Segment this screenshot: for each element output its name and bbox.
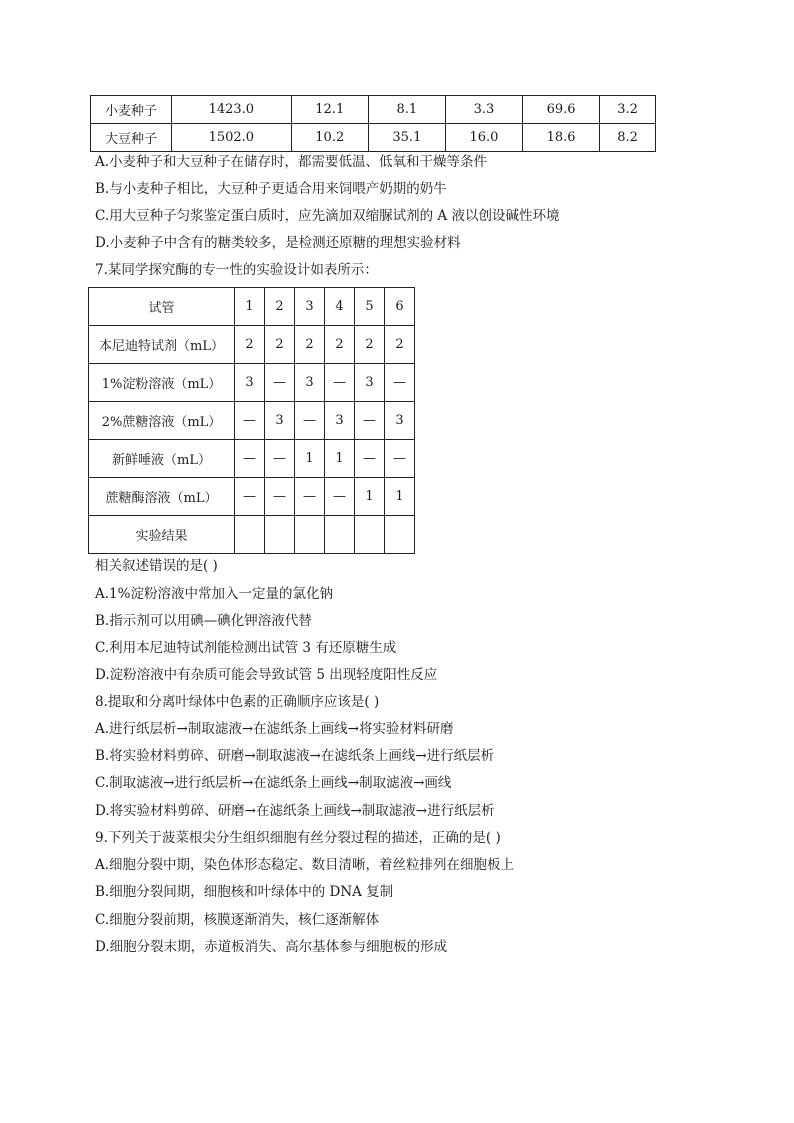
- q9-option-d: D.细胞分裂末期，赤道板消失、高尔基体参与细胞板的形成: [95, 939, 448, 955]
- table-cell: 1423.0: [172, 96, 292, 124]
- table-cell: 3: [235, 364, 265, 402]
- table-cell: —: [265, 364, 295, 402]
- row-label-cell: 蔗糖酶溶液（mL）: [89, 478, 235, 516]
- header-label-cell: 试管: [89, 288, 235, 326]
- q9-stem: 9.下列关于菠菜根尖分生组织细胞有丝分裂过程的描述，正确的是( ): [95, 830, 501, 846]
- seed-name-cell: 大豆种子: [91, 124, 172, 152]
- table-cell: 3: [265, 402, 295, 440]
- table-cell: [385, 516, 415, 554]
- q7-question: 相关叙述错误的是( ): [95, 558, 218, 574]
- tube-number-cell: 5: [355, 288, 385, 326]
- table-cell: 3.3: [445, 96, 522, 124]
- seed-name-cell: 小麦种子: [91, 96, 172, 124]
- q8-stem: 8.提取和分离叶绿体中色素的正确顺序应该是( ): [95, 694, 380, 710]
- q7-option-b: B.指示剂可以用碘—碘化钾溶液代替: [95, 613, 312, 629]
- table-row: [89, 478, 415, 516]
- table-cell: 16.0: [445, 124, 522, 152]
- table-row: [89, 326, 415, 364]
- table-cell: 1: [325, 440, 355, 478]
- table-cell: 2: [295, 326, 325, 364]
- table-cell: 3: [295, 364, 325, 402]
- table-cell: 1: [385, 478, 415, 516]
- q7-option-d: D.淀粉溶液中有杂质可能会导致试管 5 出现轻度阳性反应: [95, 667, 438, 683]
- row-label-cell: 实验结果: [89, 516, 235, 554]
- q6-option-a: A.小麦种子和大豆种子在储存时，都需要低温、低氧和干燥等条件: [95, 154, 488, 170]
- table-cell: 2: [325, 326, 355, 364]
- table-cell: —: [265, 440, 295, 478]
- table-cell: 3.2: [600, 96, 656, 124]
- row-label-cell: 本尼迪特试剂（mL）: [89, 326, 235, 364]
- row-label-cell: 新鲜唾液（mL）: [89, 440, 235, 478]
- table-cell: —: [265, 478, 295, 516]
- table-cell: 2: [385, 326, 415, 364]
- table-cell: 8.1: [368, 96, 445, 124]
- table-cell: 1: [355, 478, 385, 516]
- table-cell: —: [385, 440, 415, 478]
- q6-option-b: B.与小麦种子相比，大豆种子更适合用来饲喂产奶期的奶牛: [95, 181, 447, 197]
- table-cell: —: [295, 402, 325, 440]
- table-row: [91, 96, 656, 124]
- table-cell: 2: [235, 326, 265, 364]
- row-label-cell: 1%淀粉溶液（mL）: [89, 364, 235, 402]
- table-cell: 12.1: [291, 96, 368, 124]
- table-cell: —: [235, 478, 265, 516]
- table-cell: 10.2: [291, 124, 368, 152]
- table-cell: —: [355, 440, 385, 478]
- q8-option-b: B.将实验材料剪碎、研磨→制取滤液→在滤纸条上画线→进行纸层析: [95, 748, 495, 764]
- table-cell: 35.1: [368, 124, 445, 152]
- table-cell: 2: [355, 326, 385, 364]
- table-cell: 3: [385, 402, 415, 440]
- q7-option-c: C.利用本尼迪特试剂能检测出试管 3 有还原糖生成: [95, 640, 397, 656]
- tube-number-cell: 4: [325, 288, 355, 326]
- q8-option-a: A.进行纸层析→制取滤液→在滤纸条上画线→将实验材料研磨: [95, 721, 454, 737]
- table-cell: —: [235, 402, 265, 440]
- q6-option-c: C.用大豆种子匀浆鉴定蛋白质时，应先滴加双缩脲试剂的 A 液以创设碱性环境: [95, 208, 560, 224]
- table-row: [89, 402, 415, 440]
- q9-option-a: A.细胞分裂中期，染色体形态稳定、数目清晰，着丝粒排列在细胞板上: [95, 857, 515, 873]
- table-cell: [235, 516, 265, 554]
- enzyme-experiment-table: [88, 287, 415, 554]
- table-header-row: [89, 288, 415, 326]
- q9-option-b: B.细胞分裂间期，细胞核和叶绿体中的 DNA 复制: [95, 884, 394, 900]
- table-row: [89, 440, 415, 478]
- table-cell: —: [355, 402, 385, 440]
- table-cell: —: [325, 364, 355, 402]
- tube-number-cell: 1: [235, 288, 265, 326]
- table-row: [89, 364, 415, 402]
- row-label-cell: 2%蔗糖溶液（mL）: [89, 402, 235, 440]
- table-cell: —: [385, 364, 415, 402]
- table-cell: 1502.0: [172, 124, 292, 152]
- table-cell: [355, 516, 385, 554]
- table-cell: 3: [325, 402, 355, 440]
- table-cell: 2: [265, 326, 295, 364]
- table-cell: —: [325, 478, 355, 516]
- table-cell: —: [295, 478, 325, 516]
- table-row: [91, 124, 656, 152]
- table-cell: 8.2: [600, 124, 656, 152]
- q9-option-c: C.细胞分裂前期，核膜逐渐消失，核仁逐渐解体: [95, 912, 380, 928]
- table-cell: 69.6: [523, 96, 600, 124]
- table-cell: 18.6: [523, 124, 600, 152]
- table-cell: 1: [295, 440, 325, 478]
- table-cell: [295, 516, 325, 554]
- table-cell: 3: [355, 364, 385, 402]
- q6-option-d: D.小麦种子中含有的糖类较多，是检测还原糖的理想实验材料: [95, 235, 461, 251]
- tube-number-cell: 3: [295, 288, 325, 326]
- table-cell: —: [235, 440, 265, 478]
- seed-composition-table: [90, 95, 656, 152]
- table-cell: [265, 516, 295, 554]
- q7-stem: 7.某同学探究酶的专一性的实验设计如表所示：: [95, 262, 378, 278]
- q7-option-a: A.1%淀粉溶液中常加入一定量的氯化钠: [95, 586, 333, 602]
- q8-option-c: C.制取滤液→进行纸层析→在滤纸条上画线→制取滤液→画线: [95, 775, 452, 791]
- table-row: [89, 516, 415, 554]
- table-cell: [325, 516, 355, 554]
- tube-number-cell: 2: [265, 288, 295, 326]
- q8-option-d: D.将实验材料剪碎、研磨→在滤纸条上画线→制取滤液→进行纸层析: [95, 803, 495, 819]
- tube-number-cell: 6: [385, 288, 415, 326]
